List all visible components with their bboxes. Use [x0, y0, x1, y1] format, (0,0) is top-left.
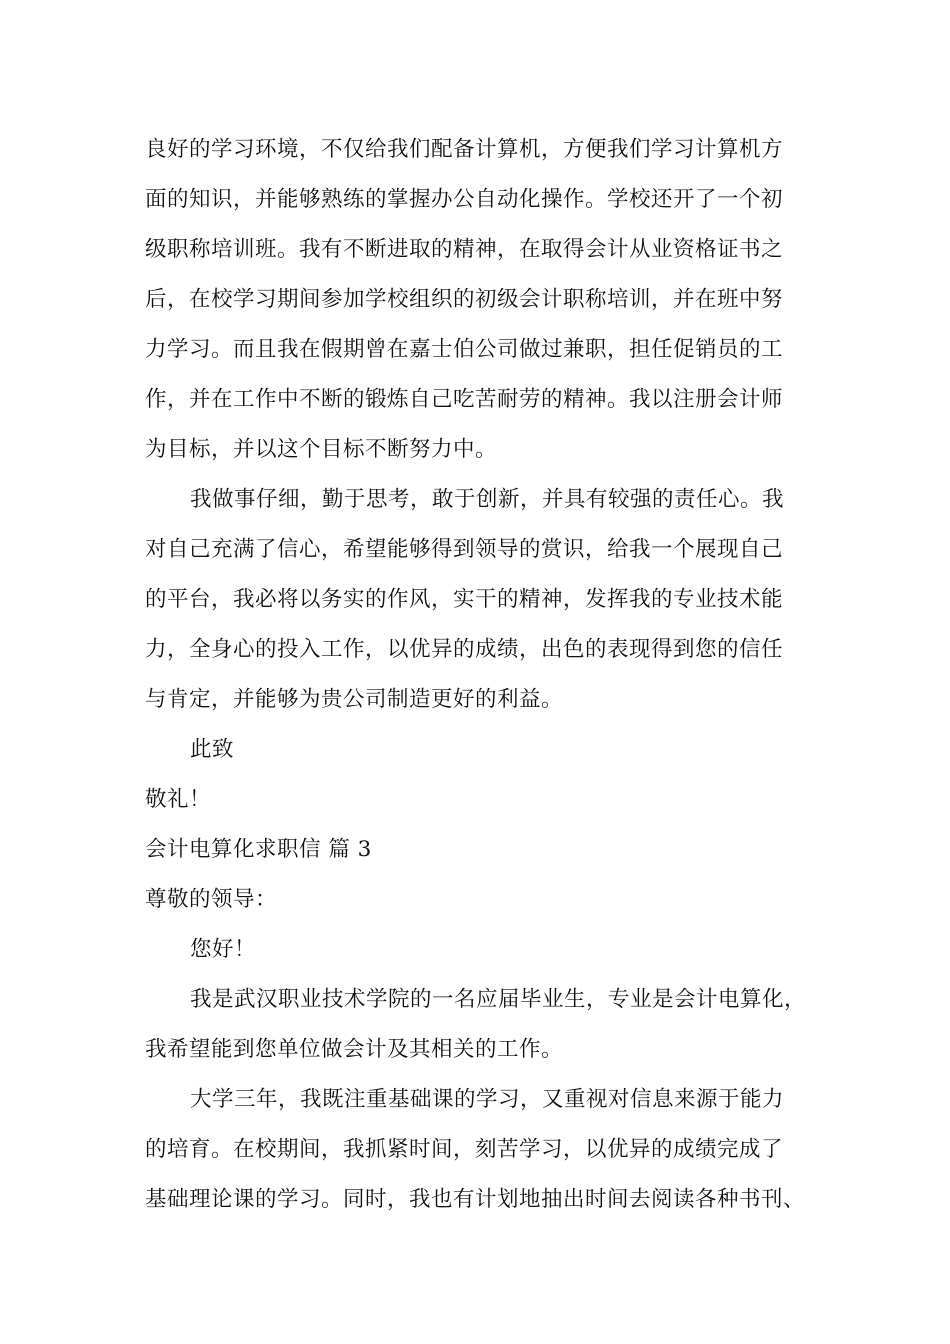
section-title: 会计电算化求职信 篇 3	[145, 837, 372, 862]
text-line: 的平台，我必将以务实的作风，实干的精神，发挥我的专业技术能	[145, 587, 784, 612]
greeting-hello: 您好！	[190, 937, 257, 962]
text-line: 对自己充满了信心，希望能够得到领导的赏识，给我一个展现自己	[145, 537, 784, 562]
text-line: 力，全身心的投入工作，以优异的成绩，出色的表现得到您的信任	[145, 637, 784, 662]
text-line: 的培育。在校期间，我抓紧时间，刻苦学习，以优异的成绩完成了	[145, 1137, 784, 1162]
text-line: 我是武汉职业技术学院的一名应届毕业生，专业是会计电算化，	[190, 987, 807, 1012]
text-line: 级职称培训班。我有不断进取的精神，在取得会计从业资格证书之	[145, 237, 784, 262]
text-line: 作，并在工作中不断的锻炼自己吃苦耐劳的精神。我以注册会计师	[145, 387, 784, 412]
text-line: 后，在校学习期间参加学校组织的初级会计职称培训，并在班中努	[145, 287, 784, 312]
greeting: 尊敬的领导：	[145, 887, 278, 912]
text-line: 为目标，并以这个目标不断努力中。	[145, 437, 498, 462]
text-line: 我希望能到您单位做会计及其相关的工作。	[145, 1037, 564, 1062]
text-line: 基础理论课的学习。同时，我也有计划地抽出时间去阅读各种书刊、	[145, 1187, 806, 1212]
text-line: 大学三年，我既注重基础课的学习，又重视对信息来源于能力	[190, 1087, 785, 1112]
text-line: 面的知识，并能够熟练的掌握办公自动化操作。学校还开了一个初	[145, 187, 784, 212]
closing-regards: 敬礼！	[145, 787, 212, 812]
text-line: 我做事仔细，勤于思考，敢于创新，并具有较强的责任心。我	[190, 487, 785, 512]
text-line: 良好的学习环境，不仅给我们配备计算机，方便我们学习计算机方	[145, 137, 784, 162]
closing-salutation: 此致	[190, 737, 235, 762]
text-line: 与肯定，并能够为贵公司制造更好的利益。	[145, 687, 564, 712]
text-line: 力学习。而且我在假期曾在嘉士伯公司做过兼职，担任促销员的工	[145, 337, 784, 362]
